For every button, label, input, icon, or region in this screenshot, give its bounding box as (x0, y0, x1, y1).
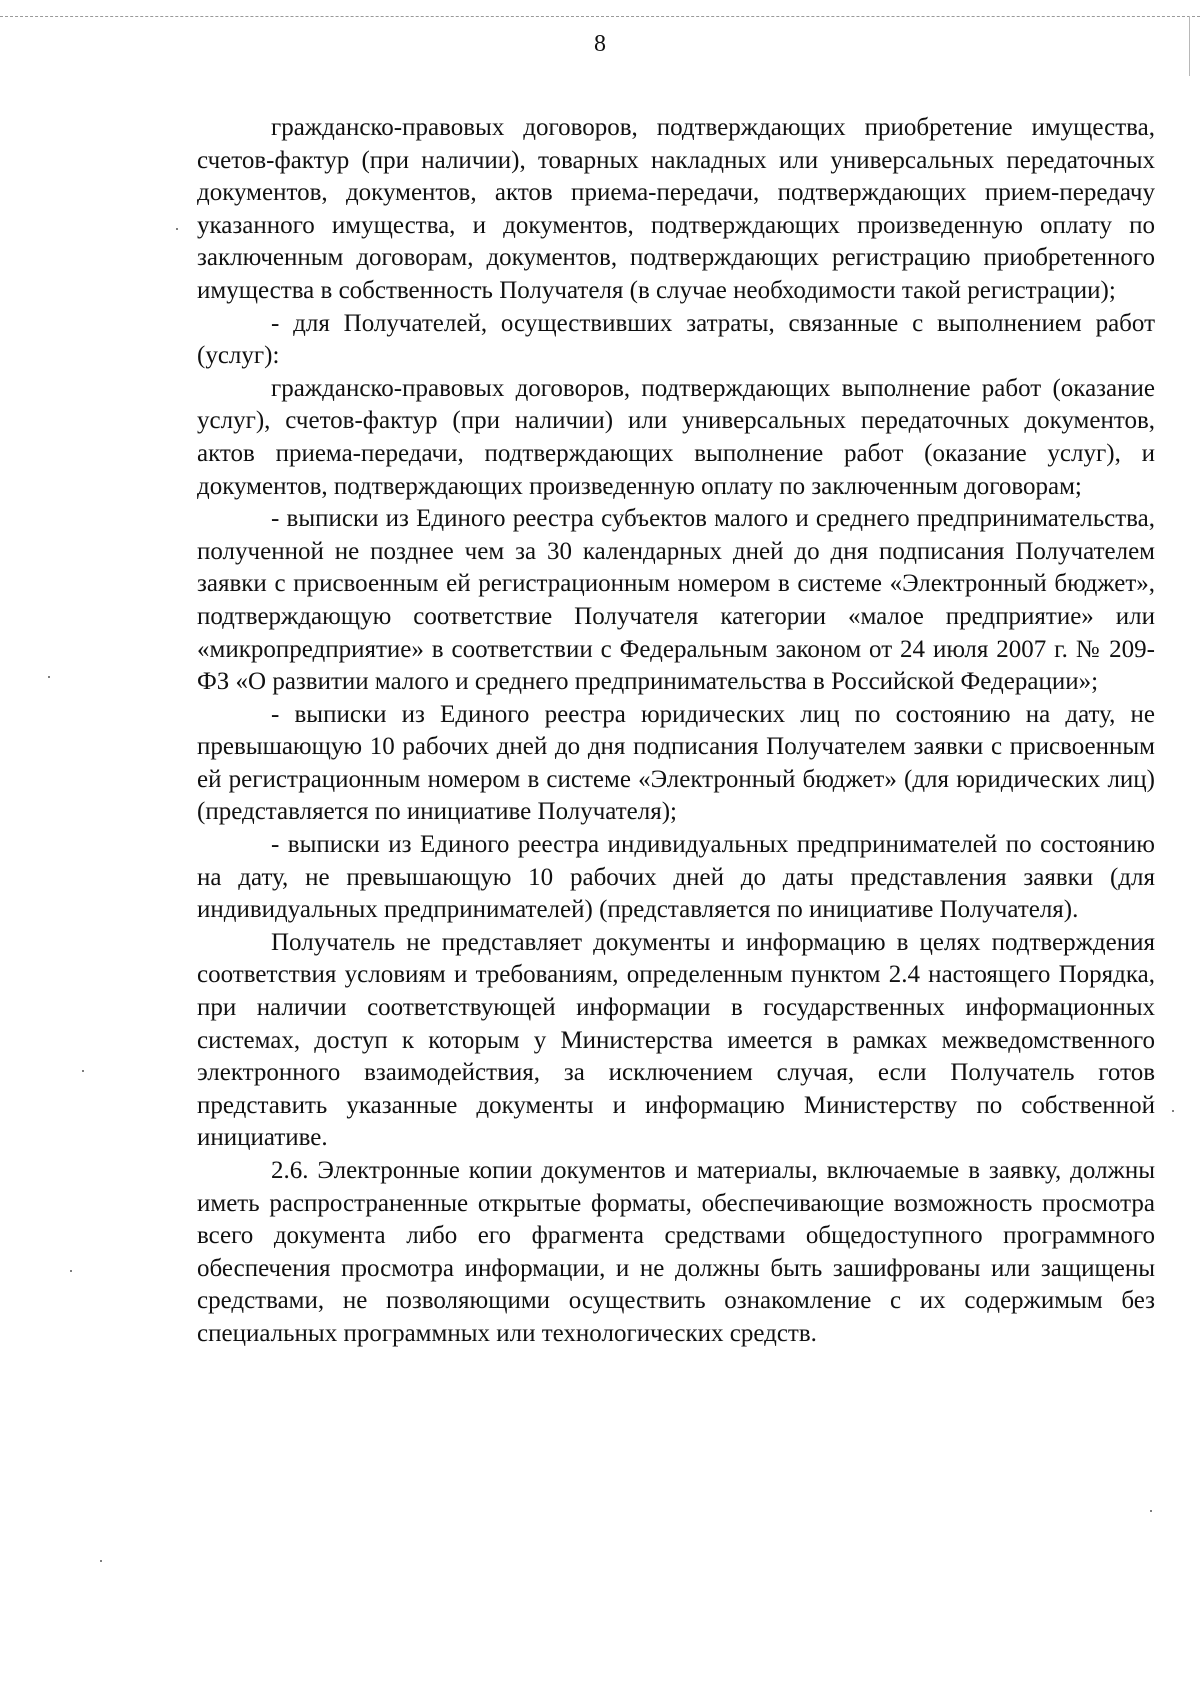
scan-speck (1150, 1510, 1152, 1512)
paragraph-legal-entities-extract: - выписки из Единого реестра юридических лиц по состоянию на дату, не превышающую 10 рабочих дней до дня подписания Получателем заявки с присвоенным ей регистрационным номером в системе «Электронный бюджет» (для юридических лиц) (представляется по инициативе Получателя); (197, 700, 1155, 826)
paragraph-entrepreneurs-extract: - выписки из Единого реестра индивидуальных предпринимателей по состоянию на дату, не превышающую 10 рабочих дней до даты представления заявки (для индивидуальных предпринимателей) (представляется по инициативе Получателя). (197, 831, 1155, 924)
scan-speck (70, 1270, 72, 1272)
paragraph-recipient-not-required: Получатель не представляет документы и информацию в целях подтверждения соответствия условиям и требованиям, определенным пунктом 2.4 настоящего Порядка, при наличии соответствующей информации в государственных информационных системах, доступ к которым у Министерства имеется в рамках межведомственного электронного взаимодействия, за исключением случая, если Получатель готов представить указанные документы и информацию Министерству по собственной инициативе. (197, 928, 1155, 1152)
scan-edge-top (0, 16, 1200, 17)
scan-speck (100, 1560, 102, 1562)
paragraph-works-services-heading: - для Получателей, осуществивших затраты, связанные с выполнением работ (услуг): (197, 309, 1155, 370)
scan-speck (48, 676, 50, 678)
document-body (197, 112, 1155, 1351)
page-number: 8 (594, 31, 606, 57)
paragraph-2-6-electronic-copies: 2.6. Электронные копии документов и материалы, включаемые в заявку, должны иметь распространенные открытые форматы, обеспечивающие возможность просмотра всего документа либо его фрагмента средствами общедоступного программного обеспечения просмотра информации, и не должны быть зашифрованы или защищены средствами, не позволяющими осуществить ознакомление с их содержимым без специальных программных или технологических средств. (197, 1157, 1155, 1347)
scan-speck (1172, 1110, 1174, 1112)
scan-speck (176, 228, 178, 230)
scan-speck (82, 1070, 84, 1072)
paragraph-property-documents: гражданско-правовых договоров, подтверждающих приобретение имущества, счетов-фактур (при наличии), товарных накладных или универсальных передаточных документов, документов, актов приема-передачи, подтверждающих прием-передачу указанного имущества, и документов, подтверждающих произведенную оплату по заключенным договорам, документов, подтверждающих регистрацию приобретенного имущества в собственность Получателя (в случае необходимости такой регистрации); (197, 114, 1155, 304)
paragraph-works-services-documents: гражданско-правовых договоров, подтверждающих выполнение работ (оказание услуг), счетов-фактур (при наличии) или универсальных передаточных документов, актов приема-передачи, подтверждающих выполнение работ (оказание услуг), и документов, подтверждающих произведенную оплату по заключенным договорам; (197, 374, 1155, 500)
paragraph-sme-registry-extract: - выписки из Единого реестра субъектов малого и среднего предпринимательства, полученной не позднее чем за 30 календарных дней до дня подписания Получателем заявки с присвоенным ей регистрационным номером в системе «Электронный бюджет», подтверждающую соответствие Получателя категории «малое предприятие» или «микропредприятие» в соответствии с Федеральным законом от 24 июля 2007 г. № 209-ФЗ «О развитии малого и среднего предпринимательства в Российской Федерации»; (197, 505, 1155, 696)
